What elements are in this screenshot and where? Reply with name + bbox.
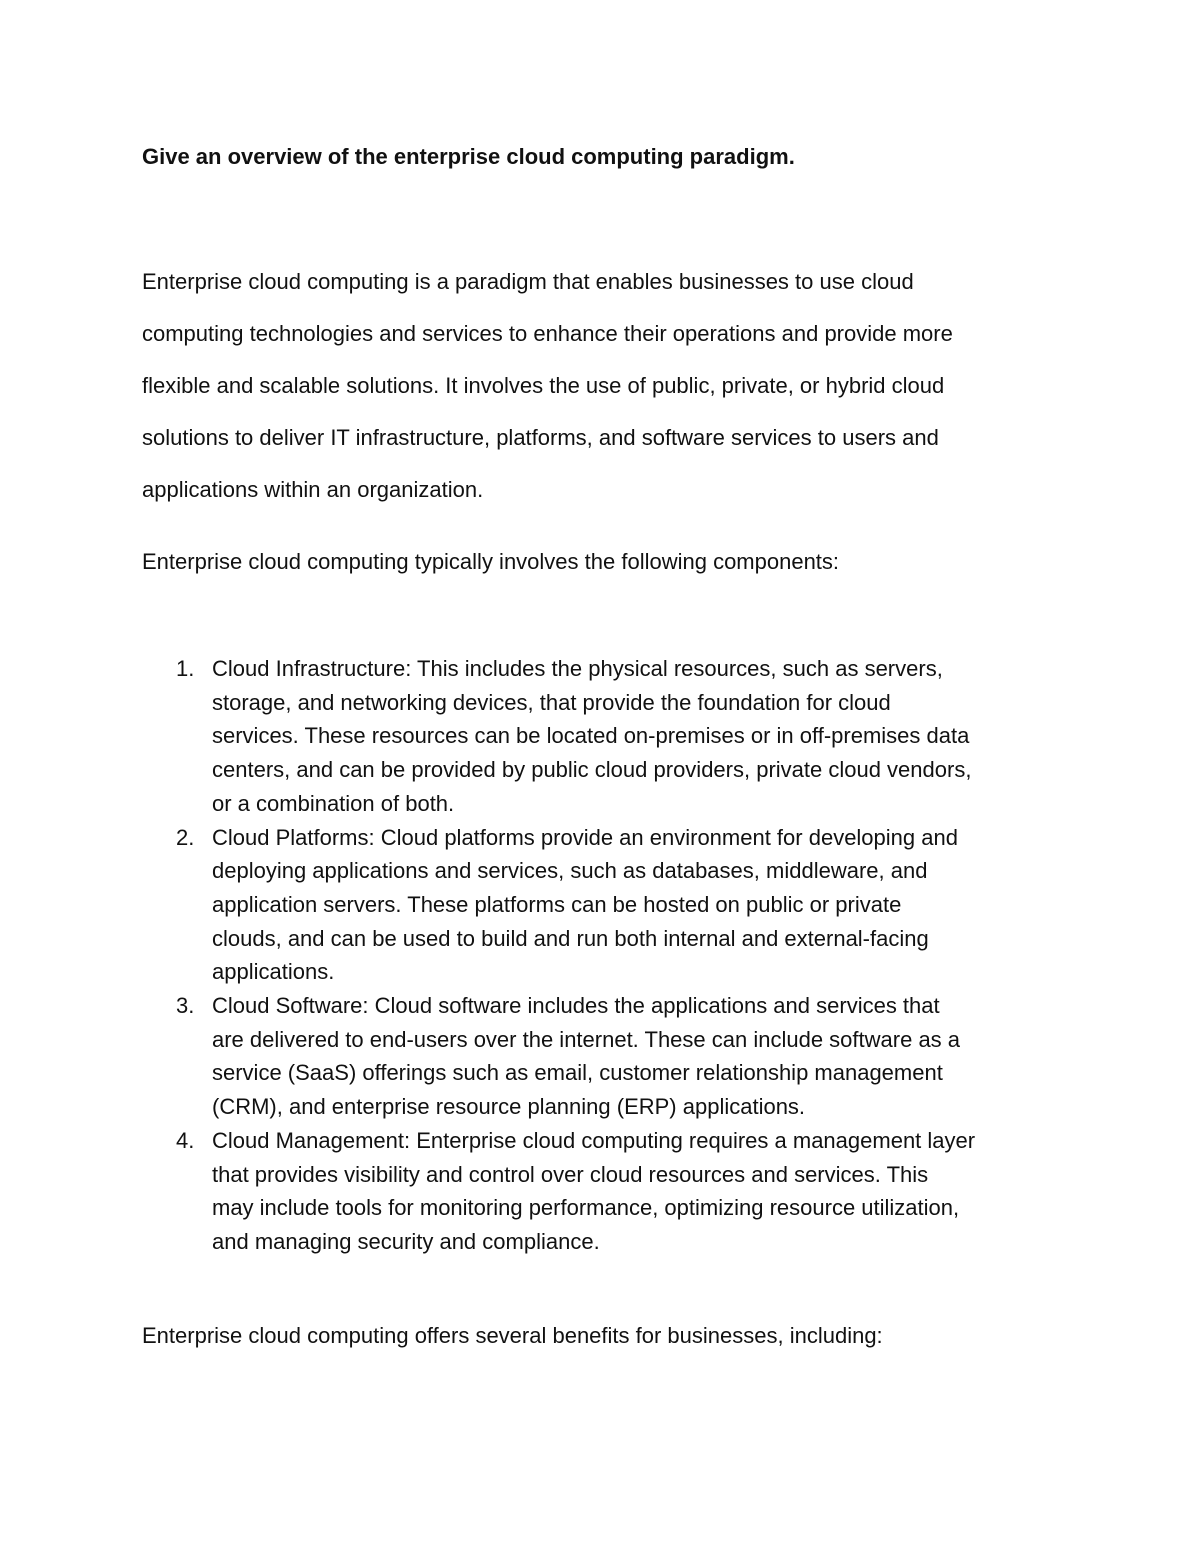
intro-line: solutions to deliver IT infrastructure, platforms, and software services to users and [142, 425, 939, 450]
list-item-line: services. These resources can be located on-premises or in off-premises data [212, 723, 970, 749]
list-item-line: (CRM), and enterprise resource planning (ERP) applications. [212, 1094, 806, 1120]
list-item-number: 1. [176, 656, 195, 681]
list-item-line: or a combination of both. [212, 790, 455, 816]
list-item-line: Cloud Software: Cloud software includes the applications and services that [212, 993, 940, 1019]
list-item-line: Cloud Platforms: Cloud platforms provide an environment for developing and [212, 824, 958, 850]
list-item-line: and managing security and compliance. [212, 1228, 600, 1254]
page-title: Give an overview of the enterprise cloud computing paradigm. [142, 144, 795, 169]
list-item-line: Cloud Management: Enterprise cloud computing requires a management layer [212, 1127, 976, 1153]
list-item-cloud-infrastructure [142, 652, 1082, 821]
components-list [142, 652, 1082, 1259]
list-item-line: service (SaaS) offerings such as email, customer relationship management [212, 1060, 943, 1086]
list-item-line: deploying applications and services, such as databases, middleware, and [212, 858, 928, 884]
list-item-number: 4. [176, 1127, 195, 1153]
benefits-lead-paragraph: Enterprise cloud computing offers several benefits for businesses, including: [142, 1323, 883, 1348]
intro-paragraph [142, 256, 1082, 516]
intro-line: computing technologies and services to enhance their operations and provide more [142, 321, 953, 346]
list-item-cloud-software [142, 989, 1082, 1124]
list-item-line: storage, and networking devices, that provide the foundation for cloud [212, 689, 891, 715]
list-item-line: Cloud Infrastructure: This includes the physical resources, such as servers, [212, 656, 943, 681]
list-item-line: clouds, and can be used to build and run both internal and external-facing [212, 925, 929, 951]
list-item-line: application servers. These platforms can be hosted on public or private [212, 891, 902, 917]
list-item-line: that provides visibility and control over cloud resources and services. This [212, 1161, 929, 1187]
list-item-number: 2. [176, 824, 195, 850]
components-lead-paragraph: Enterprise cloud computing typically involves the following components: [142, 549, 840, 574]
list-item-cloud-management [142, 1124, 1082, 1259]
list-item-line: may include tools for monitoring performance, optimizing resource utilization, [212, 1195, 960, 1221]
intro-line: flexible and scalable solutions. It involves the use of public, private, or hybrid cloud [142, 373, 945, 398]
intro-line: applications within an organization. [142, 477, 484, 502]
list-item-line: centers, and can be provided by public cloud providers, private cloud vendors, [212, 757, 972, 783]
list-item-number: 3. [176, 993, 195, 1019]
list-item-cloud-platforms [142, 821, 1082, 990]
intro-line: Enterprise cloud computing is a paradigm that enables businesses to use cloud [142, 269, 914, 294]
list-item-line: applications. [212, 959, 335, 985]
list-item-line: are delivered to end-users over the internet. These can include software as a [212, 1026, 961, 1052]
